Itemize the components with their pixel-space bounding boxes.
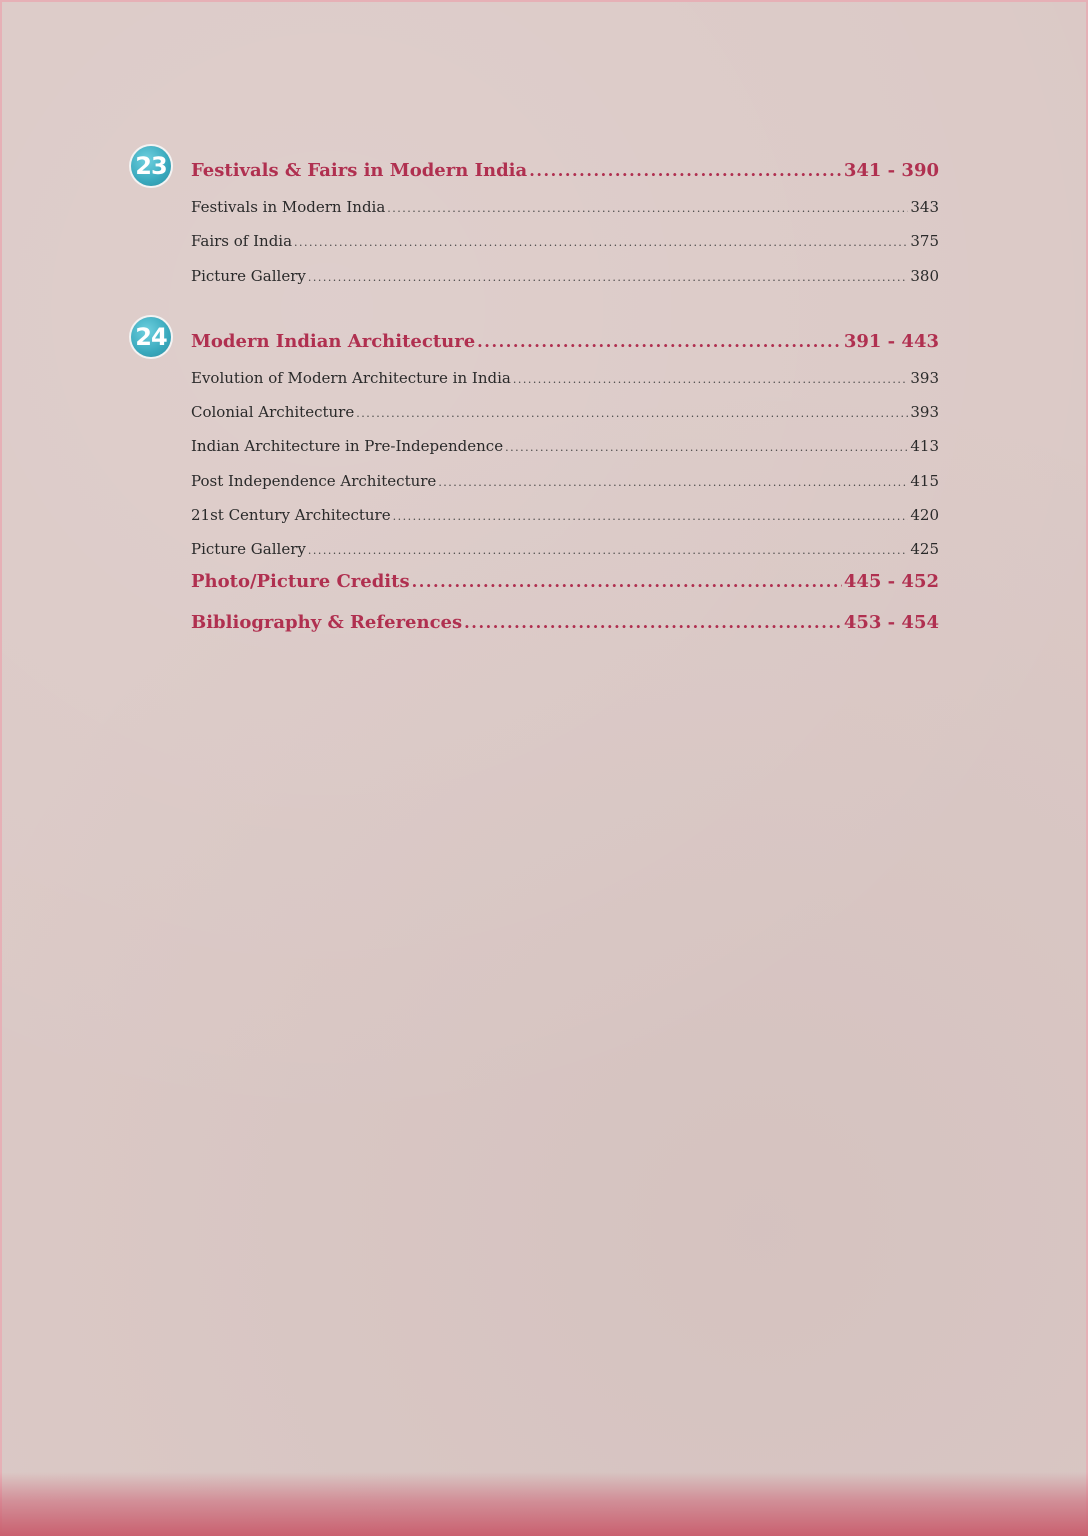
toc-entry[interactable] bbox=[191, 403, 939, 421]
toc-chapter-heading[interactable] bbox=[191, 160, 939, 181]
chapter-title: Festivals & Fairs in Modern India bbox=[191, 160, 528, 181]
backmatter-title: Bibliography & References bbox=[191, 612, 463, 633]
toc-entry[interactable] bbox=[191, 232, 939, 250]
entry-title: Picture Gallery bbox=[191, 267, 306, 285]
footer-color-band bbox=[0, 1472, 1088, 1536]
entry-page: 393 bbox=[910, 369, 939, 387]
entry-page: 343 bbox=[910, 198, 939, 216]
entry-title: Colonial Architecture bbox=[191, 403, 355, 421]
entry-title: Fairs of India bbox=[191, 232, 293, 250]
toc-entry[interactable] bbox=[191, 437, 939, 455]
toc-backmatter-heading[interactable] bbox=[191, 571, 939, 592]
dot-leader bbox=[477, 332, 842, 351]
dot-leader bbox=[505, 441, 908, 454]
dot-leader bbox=[464, 613, 842, 632]
entry-title: Festivals in Modern India bbox=[191, 198, 386, 216]
chapter-title: Modern Indian Architecture bbox=[191, 331, 476, 352]
entry-title: Evolution of Modern Architecture in India bbox=[191, 369, 511, 387]
page-range: 453 - 454 bbox=[843, 612, 939, 633]
dot-leader bbox=[529, 161, 842, 180]
page-range: 445 - 452 bbox=[843, 571, 939, 592]
entry-title: Picture Gallery bbox=[191, 540, 306, 558]
dot-leader bbox=[356, 407, 908, 420]
dot-leader bbox=[412, 572, 842, 591]
entry-page: 425 bbox=[910, 540, 939, 558]
dot-leader bbox=[308, 271, 909, 284]
toc-entry[interactable] bbox=[191, 472, 939, 490]
toc-entry[interactable] bbox=[191, 369, 939, 387]
entry-page: 393 bbox=[910, 403, 939, 421]
page-range: 391 - 443 bbox=[843, 331, 939, 352]
toc-chapter-heading[interactable] bbox=[191, 331, 939, 352]
backmatter-title: Photo/Picture Credits bbox=[191, 571, 410, 592]
dot-leader bbox=[387, 202, 908, 215]
entry-title: Post Independence Architecture bbox=[191, 472, 437, 490]
dot-leader bbox=[294, 236, 908, 249]
entry-page: 380 bbox=[910, 267, 939, 285]
entry-page: 415 bbox=[910, 472, 939, 490]
dot-leader bbox=[393, 510, 909, 523]
toc-entry[interactable] bbox=[191, 267, 939, 285]
entry-page: 413 bbox=[910, 437, 939, 455]
toc-entry[interactable] bbox=[191, 506, 939, 524]
entry-title: 21st Century Architecture bbox=[191, 506, 391, 524]
toc-backmatter-heading[interactable] bbox=[191, 612, 939, 633]
toc-entry[interactable] bbox=[191, 540, 939, 558]
chapter-number-badge: 23 bbox=[131, 146, 171, 186]
dot-leader bbox=[438, 476, 908, 489]
entry-page: 375 bbox=[910, 232, 939, 250]
entry-page: 420 bbox=[910, 506, 939, 524]
dot-leader bbox=[308, 544, 909, 557]
page-range: 341 - 390 bbox=[843, 160, 939, 181]
chapter-number-badge: 24 bbox=[131, 317, 171, 357]
entry-title: Indian Architecture in Pre-Independence bbox=[191, 437, 504, 455]
dot-leader bbox=[513, 373, 909, 386]
toc-entry[interactable] bbox=[191, 198, 939, 216]
